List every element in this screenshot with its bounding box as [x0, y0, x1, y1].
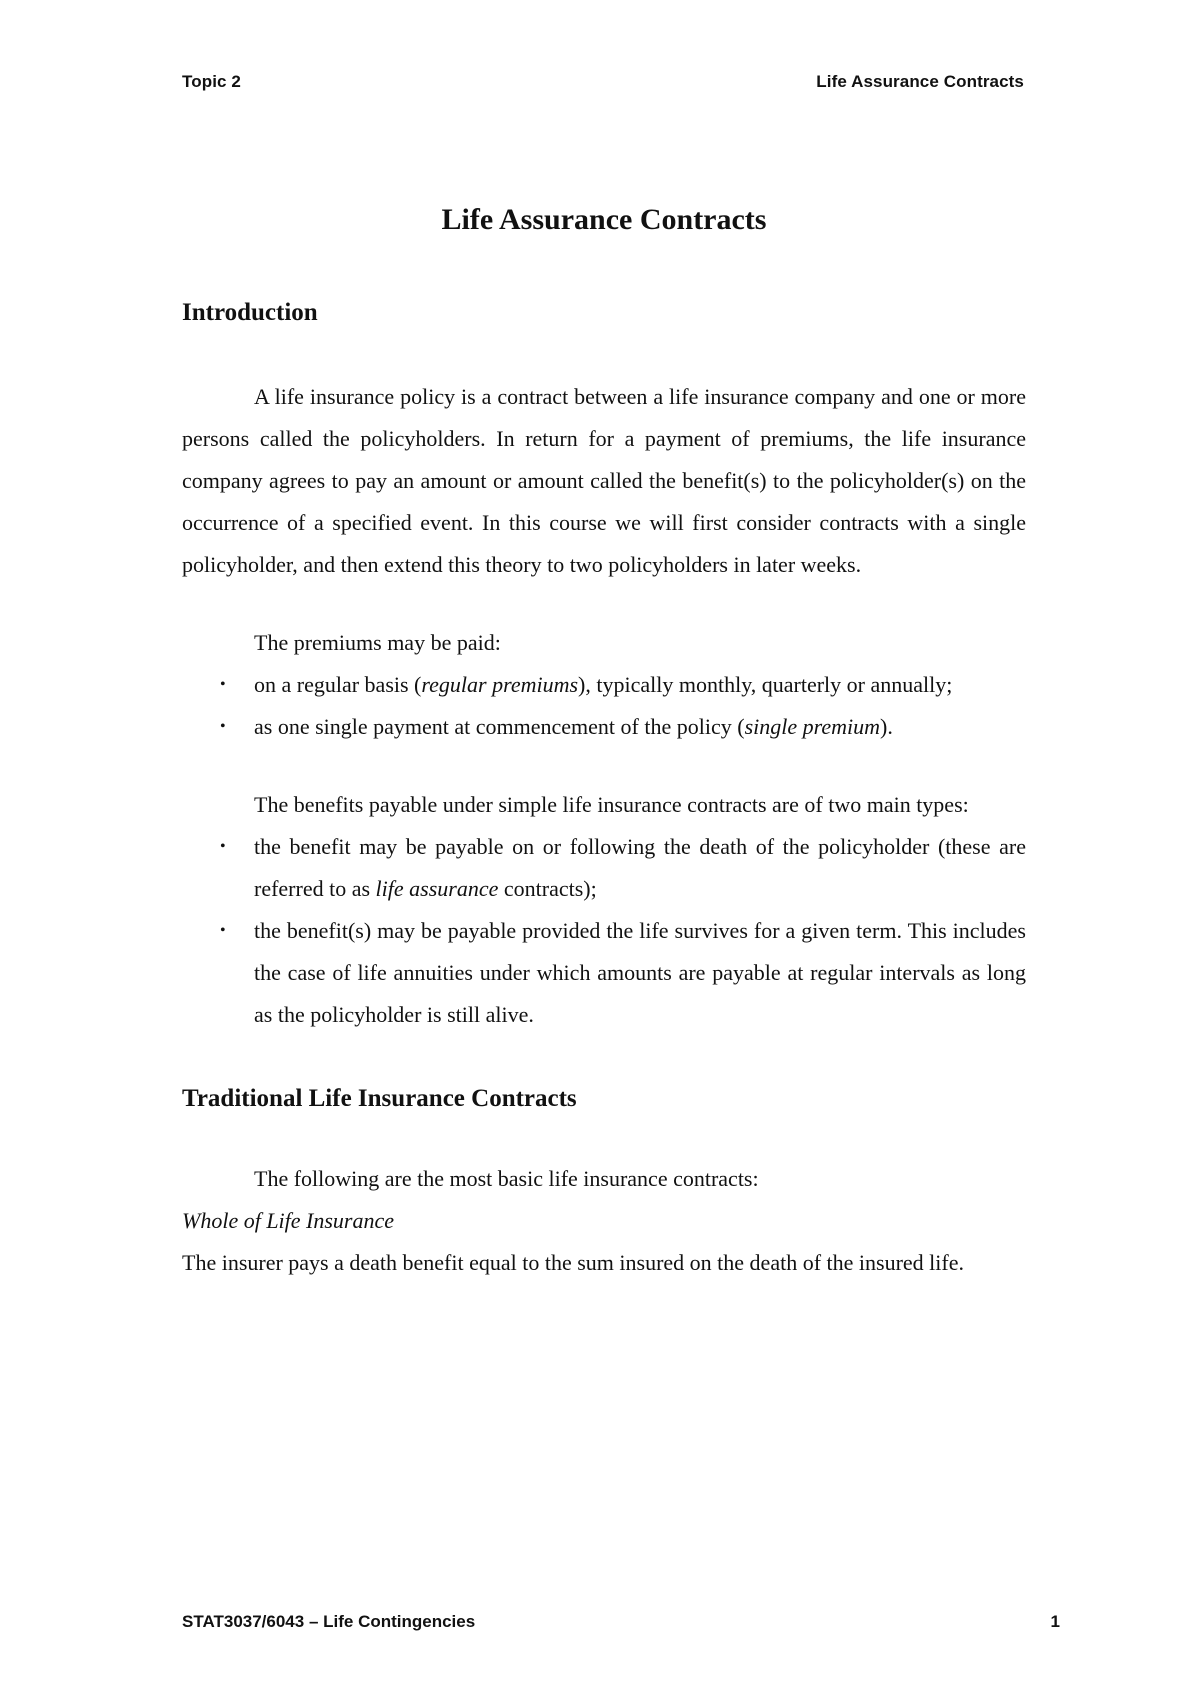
whole-of-life-paragraph: The insurer pays a death benefit equal to the sum insured on the death of the insured life. [182, 1250, 964, 1275]
page-footer [182, 1612, 1060, 1632]
header-topic: Topic 2 [182, 72, 241, 91]
list-item [182, 706, 1026, 748]
list-item [182, 910, 1026, 1036]
benefits-list [182, 826, 1026, 1036]
list-item-emphasis: single premium [744, 714, 881, 739]
premiums-lead: The premiums may be paid: [254, 630, 501, 655]
header-chapter-title: Life Assurance Contracts [816, 72, 1024, 91]
list-item-text: the benefit may be payable on or following the death of the policyholder (these are referred to as [254, 834, 1026, 901]
list-item [182, 664, 1026, 706]
bullet-icon: • [220, 838, 226, 855]
section-heading-introduction: Introduction [182, 299, 318, 326]
bullet-icon: • [220, 718, 226, 735]
bullet-icon: • [220, 676, 226, 693]
bullet-icon: • [220, 922, 226, 939]
page-header [182, 72, 1024, 92]
subheading-whole-of-life: Whole of Life Insurance [182, 1208, 395, 1233]
premiums-list [182, 664, 1026, 748]
footer-course: STAT3037/6043 – Life Contingencies [182, 1612, 476, 1631]
list-item-emphasis: life assurance [375, 876, 499, 901]
benefits-lead: The benefits payable under simple life insurance contracts are of two main types: [254, 792, 969, 817]
section-heading-traditional-contracts: Traditional Life Insurance Contracts [182, 1085, 577, 1112]
list-item-text: ). [880, 714, 893, 739]
page-content [182, 196, 1026, 1284]
intro-paragraph: A life insurance policy is a contract between a life insurance company and one or more persons called the policyholders. In return for a payment of premiums, the life insurance company agrees to pay an amount or amount called the benefit(s) to the policyholder(s) on the occurrence of a specified event. In this course we will first consider contracts with a single policyholder, and then extend this theory to two policyholders in later weeks. [182, 384, 1026, 577]
list-item-text: the benefit(s) may be payable provided the life survives for a given term. This includes the case of life annuities under which amounts are payable at regular intervals as long as the policyholder is still alive. [254, 918, 1026, 1027]
page-number: 1 [1050, 1612, 1060, 1631]
list-item-emphasis: regular premiums [421, 672, 579, 697]
list-item-text: ), typically monthly, quarterly or annually; [578, 672, 953, 697]
list-item-text: on a regular basis ( [254, 672, 422, 697]
list-item [182, 826, 1026, 910]
document-title: Life Assurance Contracts [441, 203, 767, 236]
list-item-text: contracts); [498, 876, 597, 901]
traditional-lead: The following are the most basic life insurance contracts: [254, 1166, 759, 1191]
list-item-text: as one single payment at commencement of the policy ( [254, 714, 745, 739]
